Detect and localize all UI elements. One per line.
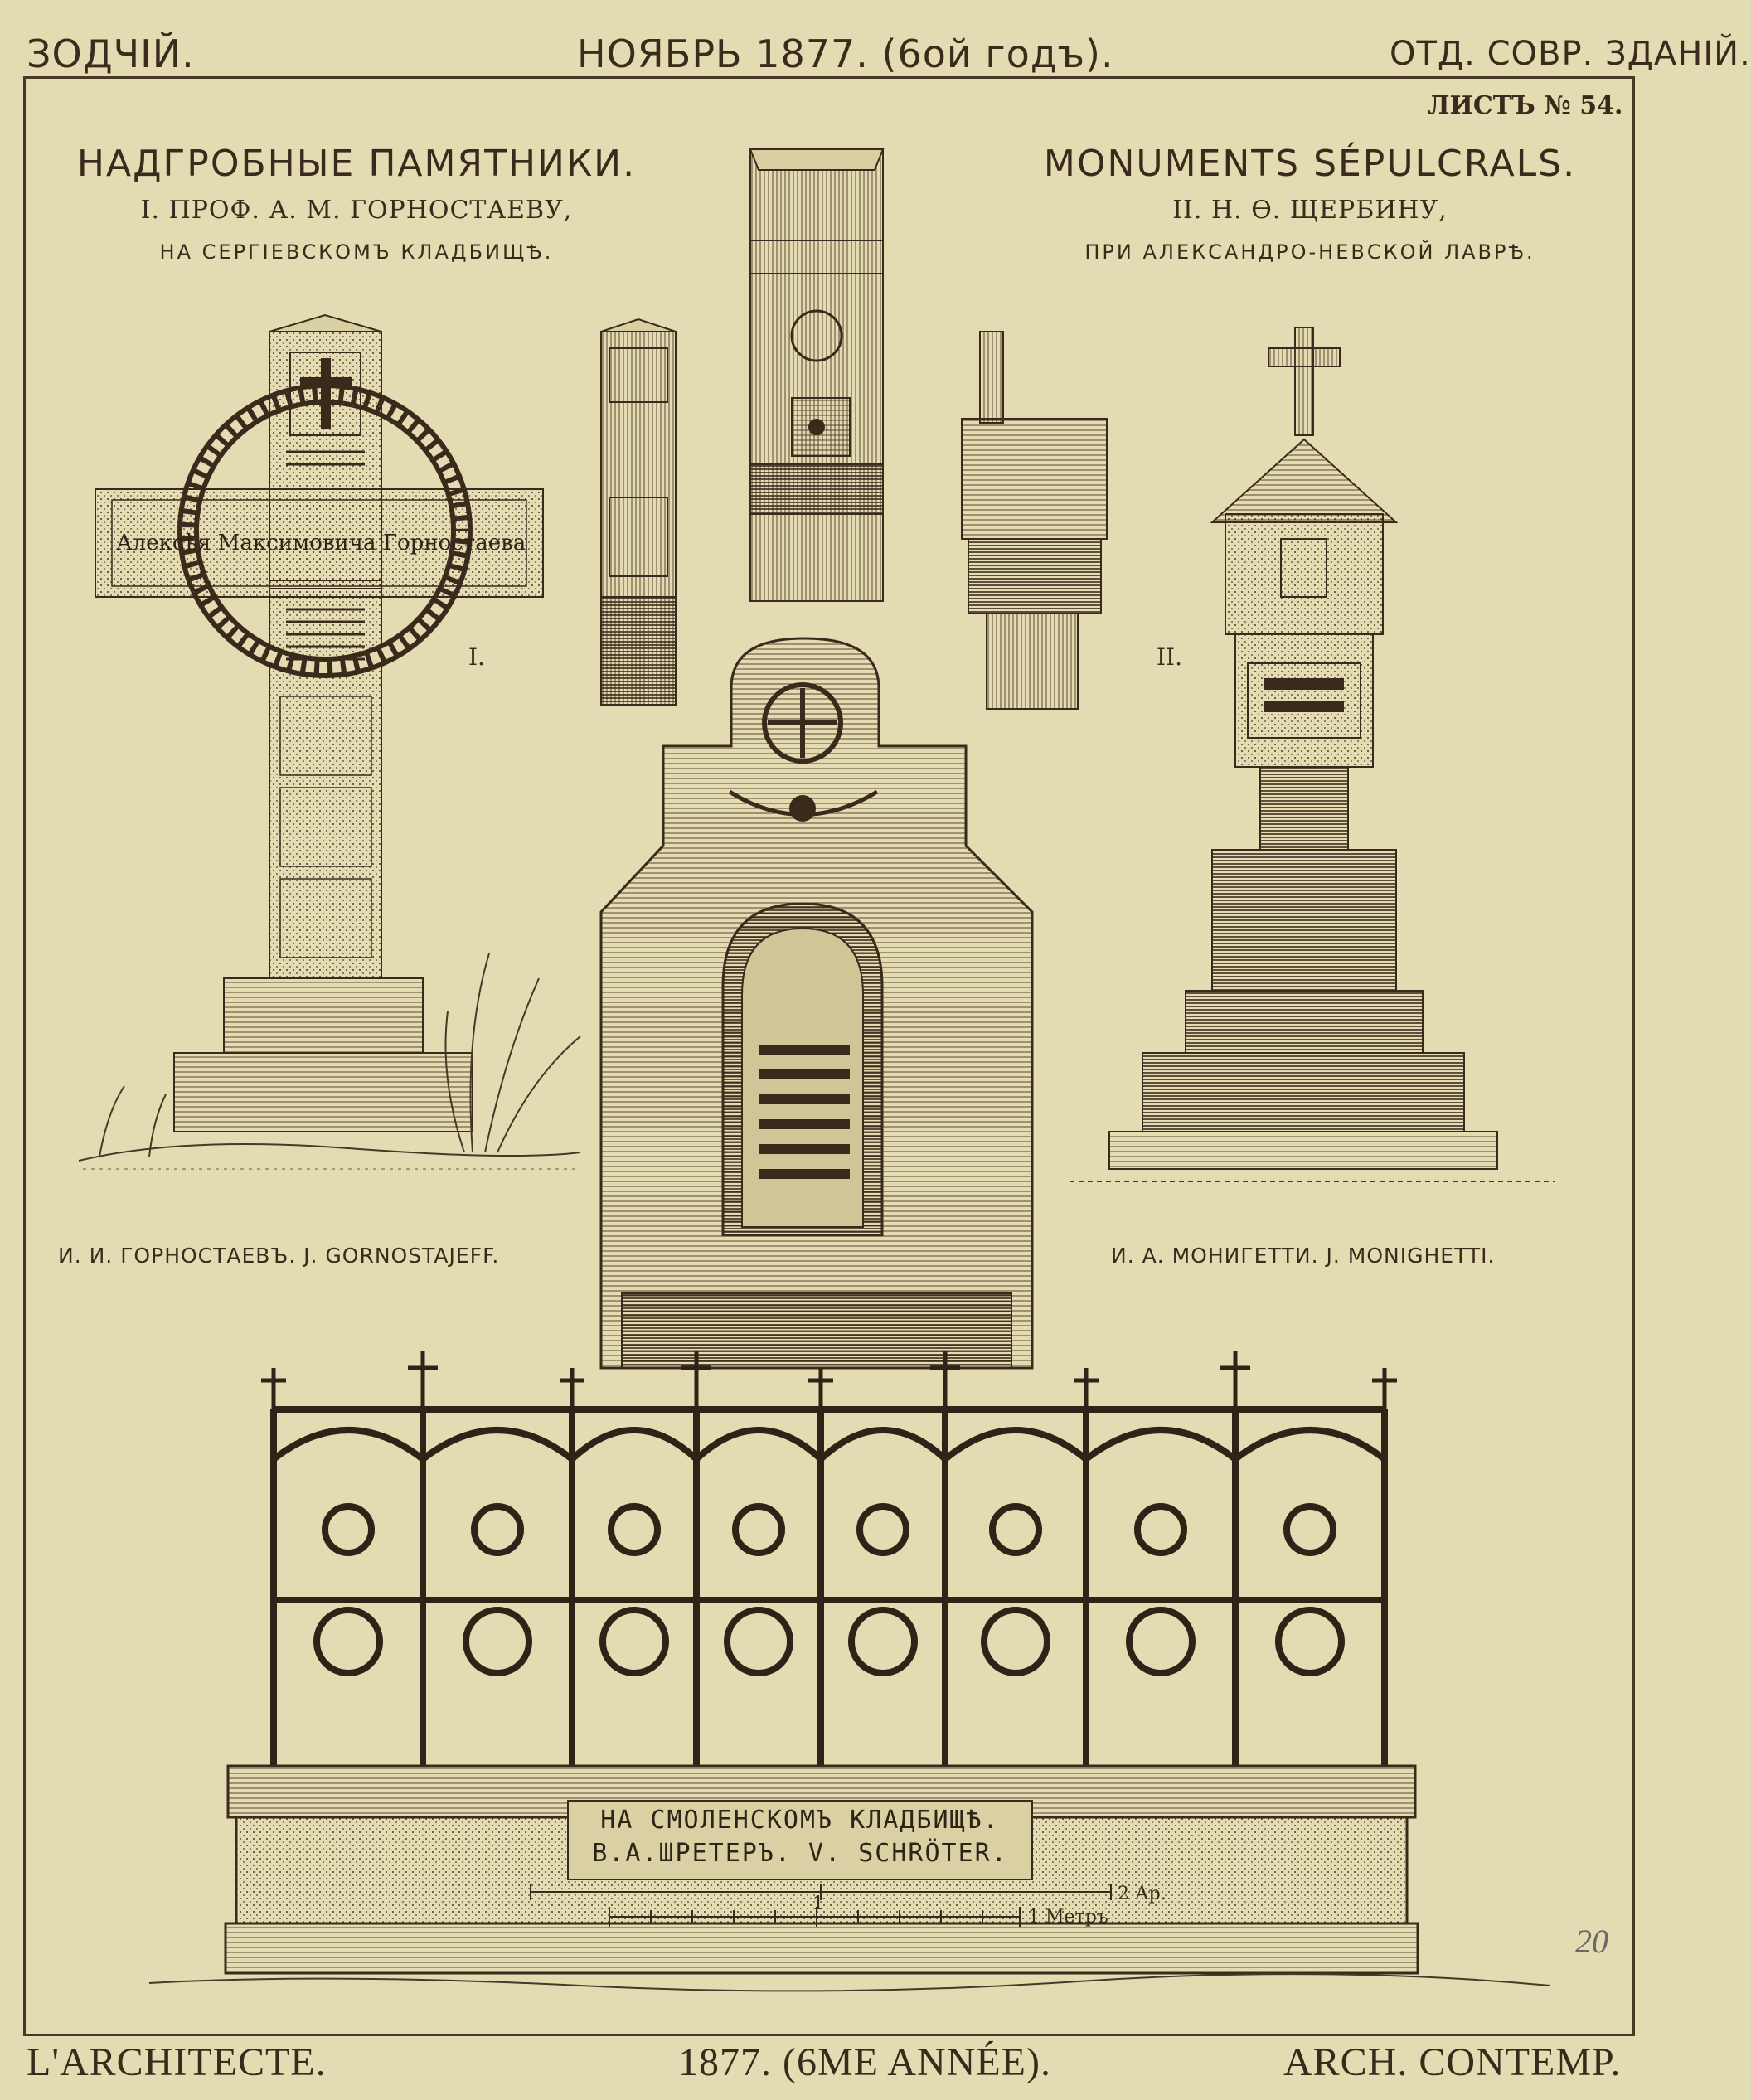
plinth-inscription-architect: В.А.ШРЕТЕРЪ. V. SCHRÖTER.: [592, 1839, 1008, 1868]
section-name: ОТД. СОВР. ЗДАНІЙ.: [1390, 35, 1751, 73]
stone-plinth: [226, 1766, 1418, 1973]
cross-inscription: Алексѣя Максимовича Горностаева: [116, 531, 526, 555]
scale-end-label: 2 Ар.: [1118, 1884, 1167, 1904]
detail-shaft-side: [601, 319, 676, 705]
footer-section-french: ARCH. CONTEMP.: [1283, 2040, 1622, 2084]
detail-central-section: [750, 149, 883, 601]
footer-journal-french: L'ARCHITECTE.: [27, 2040, 327, 2084]
right-subtitle: II. Н. Ѳ. ЩЕРБИНУ,: [1172, 196, 1448, 225]
scale-mark-one: 1: [812, 1894, 824, 1914]
figure-label-one: I.: [468, 643, 485, 671]
left-location: НА СЕРГІЕВСКОМЪ КЛАДБИЩѢ.: [159, 240, 554, 264]
footer-year: 1877. (6ME ANNÉE).: [678, 2040, 1051, 2084]
scale-metre-label: 1 Метръ: [1028, 1907, 1108, 1928]
left-title: НАДГРОБНЫЕ ПАМЯТНИКИ.: [76, 143, 637, 185]
caption-architect-left: И. И. ГОРНОСТАЕВЪ. J. GORNOSTAJEFF.: [58, 1244, 500, 1268]
central-monument: [601, 638, 1032, 1368]
issue-date: НОЯБРЬ 1877. (6ой годъ).: [577, 32, 1114, 76]
sheet-number: ЛИСТЪ № 54.: [1428, 91, 1623, 120]
caption-architect-right: И. А. МОНИГЕТТИ. J. MONIGHETTI.: [1111, 1244, 1496, 1268]
pencil-page-number: 20: [1575, 1923, 1608, 1960]
celtic-cross-monument: [79, 315, 580, 1169]
right-location: ПРИ АЛЕКСАНДРО-НЕВСКОЙ ЛАВРѢ.: [1084, 240, 1535, 264]
journal-name: ЗОДЧІЙ.: [27, 32, 195, 76]
granite-monument: [1070, 327, 1555, 1181]
plinth-inscription-location: НА СМОЛЕНСКОМЪ КЛАДБИЩѢ.: [600, 1806, 1000, 1835]
figure-label-two: II.: [1157, 643, 1183, 671]
left-subtitle: I. ПРОФ. А. М. ГОРНОСТАЕВУ,: [140, 196, 573, 225]
iron-railing: [274, 1409, 1385, 1766]
right-title: MONUMENTS SÉPULCRALS.: [1043, 143, 1577, 185]
detail-monument-section: [962, 332, 1107, 709]
